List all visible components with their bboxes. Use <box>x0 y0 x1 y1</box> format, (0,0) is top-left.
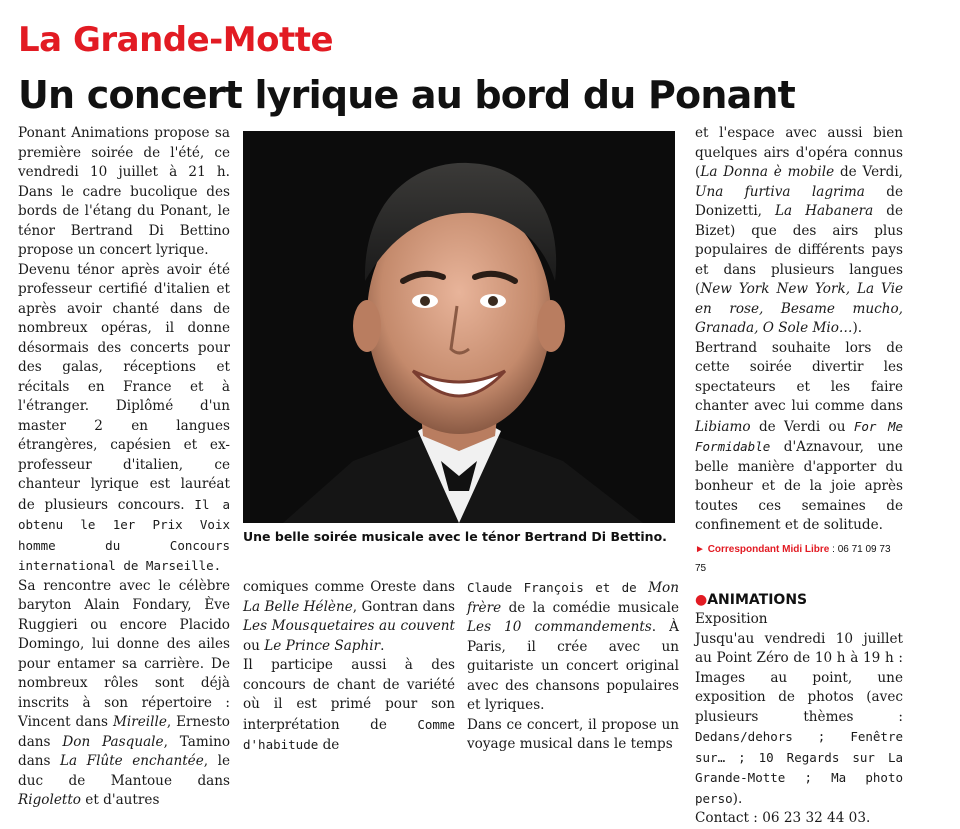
text-span: . <box>380 637 385 654</box>
work-title: Mon frère <box>467 580 679 616</box>
article-column-1 <box>18 124 230 811</box>
text-span: , Ernesto dans <box>18 714 230 750</box>
text-span: de Bizet) que des airs plus populaires de différents pays et dans plusieurs langues ( <box>695 203 904 297</box>
credit-role: Correspondant Midi Libre <box>707 543 830 555</box>
article-column-3 <box>467 578 679 755</box>
animations-body <box>695 630 903 810</box>
text-span: et d'autres <box>80 792 160 808</box>
tenor-portrait-photo <box>243 131 675 523</box>
text-span: Jusqu'au vendredi 10 juillet au Point Zéro de 10 h à 19 h : Images au point, une exposition de photos (avec plusieurs thèmes : <box>695 630 903 725</box>
work-title: Les 10 commandements <box>467 619 652 635</box>
paragraph-variety <box>243 656 455 756</box>
themes-list: Dedans/dehors ; Fenêtre sur… ; 10 Regards sur La Grande-Motte ; Ma photo perso <box>695 729 903 806</box>
text-span: de Verdi ou <box>750 418 854 435</box>
author-credit <box>695 540 903 579</box>
paragraph-musical <box>467 578 679 716</box>
portrait-illustration <box>243 131 675 523</box>
work-title: La Belle Hélène <box>243 598 353 615</box>
work-title: Le Prince Saphir <box>264 637 381 654</box>
award-text: Il a obtenu le 1er Prix Voix homme du Concours international de Marseille. <box>18 496 230 573</box>
paragraph-concert: Dans ce concert, il propose un voyage musical dans le temps <box>467 716 679 752</box>
work-title: Una furtiva lagrima <box>695 183 865 200</box>
text-span: et l'espace avec aussi bien quelques airs d'opéra connus ( <box>695 125 903 180</box>
text-span: ou <box>243 637 265 654</box>
work-title: Rigoletto <box>18 792 81 808</box>
paragraph-repertoire <box>18 577 230 811</box>
work-title: La Donna è mobile <box>700 164 835 180</box>
text-span: , le duc de Mantoue dans <box>18 753 230 789</box>
animations-subtitle: Exposition <box>695 611 768 627</box>
text-span: ). <box>852 320 863 336</box>
work-title: Mireille <box>112 714 167 730</box>
text-span: d'Aznavour, une belle manière d'apporter du bonheur et de la joie après toutes ces semaines de confinement et de solitude. <box>695 439 903 533</box>
text-span: de Donizetti, <box>695 183 903 219</box>
article-kicker: La Grande-Motte <box>18 20 334 60</box>
work-title: La Flûte enchantée <box>60 753 204 769</box>
text-span: Claude François et de <box>467 580 649 595</box>
article-headline: Un concert lyrique au bord du Ponant <box>18 73 796 117</box>
credit-phone: : 06 71 09 73 75 <box>695 543 891 574</box>
work-title: La Habanera <box>774 203 874 219</box>
animations-title: ANIMATIONS <box>707 591 808 608</box>
article-column-2 <box>243 578 455 756</box>
work-title: Les Mousquetaires au couvent <box>243 618 455 634</box>
text-span: , Tamino dans <box>18 733 231 769</box>
text-span: Sa rencontre avec le célèbre baryton Alain Fondary, Ève Ruggieri ou encore Placido Domingo, lui donne des ailes pour entamer sa carrière. De nombreux rôles sont déjà inscrits à son répertoire : Vincent dans <box>18 577 230 730</box>
paragraph-program <box>695 124 903 339</box>
paragraph-roles <box>243 578 455 656</box>
text-span: Il participe aussi à des concours de chant de variété où il est primé pour son interprétation de <box>243 657 455 733</box>
text-span: , Gontran dans <box>352 598 456 615</box>
text-span: comiques comme Oreste dans <box>243 579 455 595</box>
text-span: de la comédie musicale <box>501 599 679 616</box>
work-title: For Me Formidable <box>695 418 904 454</box>
paragraph-intro: Ponant Animations propose sa première soirée de l'été, ce vendredi 10 juillet à 21 h. Dans le cadre bucolique des bords de l'étang du Ponant, le ténor Bertrand Di Bettino propose un concert lyrique. <box>18 125 230 258</box>
text-span: Bertrand souhaite lors de cette soirée divertir les spectateurs et les faire chanter avec lui comme dans <box>695 339 903 414</box>
work-title: Libiamo <box>695 418 751 435</box>
animations-contact: Contact : 06 23 32 44 03. <box>695 810 871 826</box>
animations-heading <box>695 591 903 611</box>
text-span: . À Paris, il crée avec un guitariste un concert original avec des chansons populaires et lyriques. <box>467 619 679 713</box>
paragraph-wish <box>695 339 903 536</box>
text-span: de Verdi, <box>834 164 903 180</box>
work-title: Comme d'habitude <box>243 716 455 752</box>
arrow-icon: ► <box>695 543 705 555</box>
photo-caption: Une belle soirée musicale avec le ténor Bertrand Di Bettino. <box>243 529 667 544</box>
work-title: Don Pasquale <box>62 733 164 750</box>
text-span: de <box>318 737 340 753</box>
work-title: New York New York, La Vie en rose, Besame mucho, Granada, O Sole Mio… <box>695 281 903 336</box>
text-span: ). <box>732 790 743 807</box>
career-text: Devenu ténor après avoir été professeur certifié d'italien et après avoir chanté dans de nombreux opéras, il donne désormais des concerts pour des galas, réceptions et récitals en France et à l'étranger. Diplômé d'un master 2 en langues étrangères, capésien et ex-professeur d'italien, ce chanteur lyrique est lauréat de plusieurs concours. <box>18 261 230 513</box>
bullet-icon: ● <box>695 591 708 608</box>
paragraph-career <box>18 261 230 577</box>
article-column-4 <box>695 124 903 829</box>
